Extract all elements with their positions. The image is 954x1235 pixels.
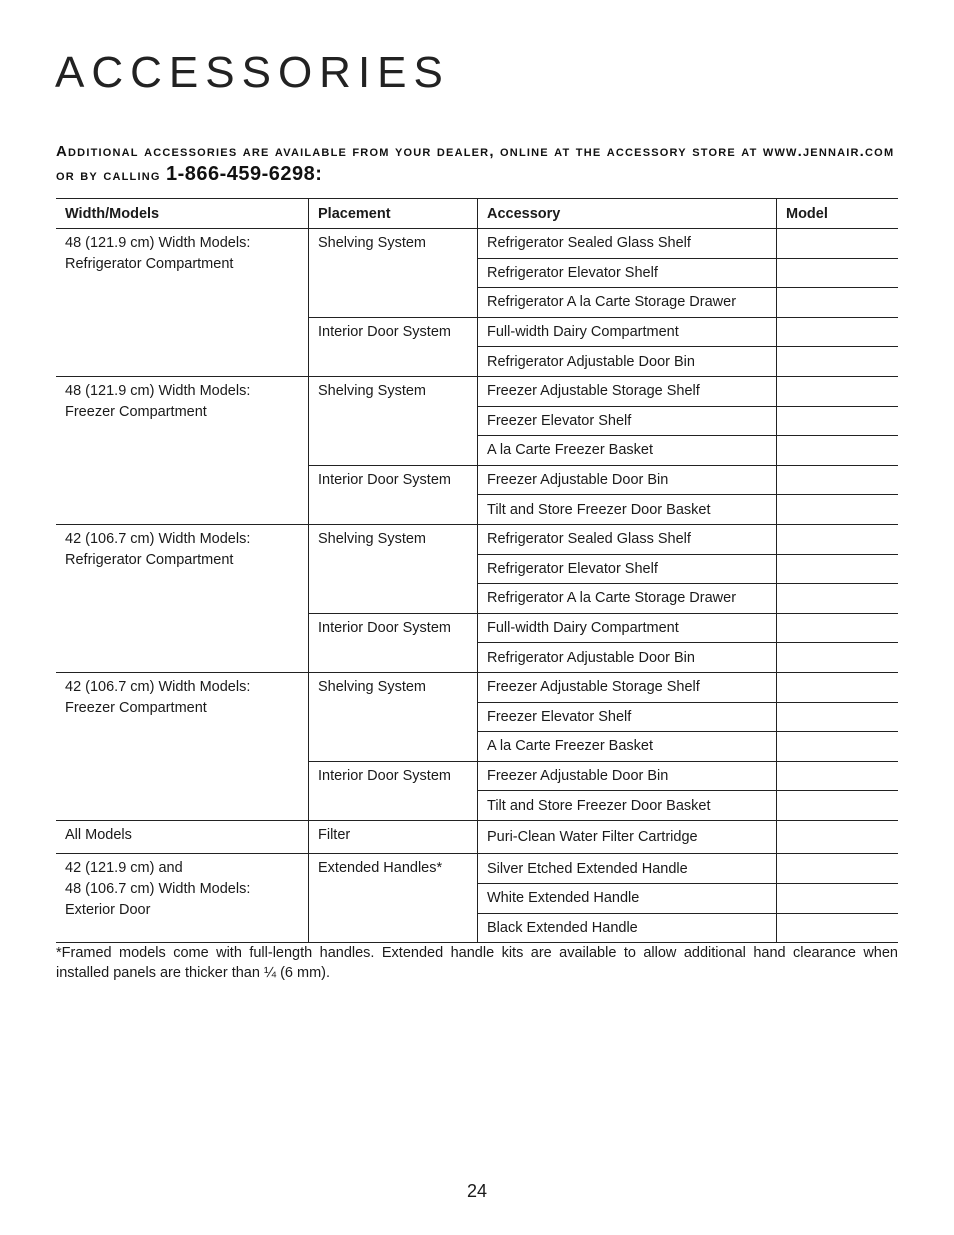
model-cell [777,854,899,884]
model-cell [777,643,899,673]
placement-cell: Shelving System [309,376,478,465]
accessory-cell: Tilt and Store Freezer Door Basket [478,791,777,821]
accessory-cell: Freezer Adjustable Storage Shelf [478,672,777,702]
accessory-cell: Refrigerator Elevator Shelf [478,554,777,584]
accessory-cell: Refrigerator Sealed Glass Shelf [478,524,777,554]
width-models-cell: 42 (106.7 cm) Width Models: Freezer Compartment [56,672,309,820]
placement-cell: Extended Handles* [309,854,478,943]
model-cell [777,376,899,406]
placement-cell: Filter [309,820,478,854]
width-models-cell: 48 (121.9 cm) Width Models: Refrigerator Compartment [56,229,309,377]
accessory-cell: Freezer Adjustable Storage Shelf [478,376,777,406]
model-cell [777,317,899,347]
model-cell [777,702,899,732]
accessory-cell: White Extended Handle [478,884,777,914]
model-cell [777,913,899,943]
model-cell [777,820,899,854]
accessory-cell: Refrigerator Adjustable Door Bin [478,643,777,673]
accessory-cell: Refrigerator Sealed Glass Shelf [478,229,777,259]
width-models-cell: 42 (121.9 cm) and 48 (106.7 cm) Width Models: Exterior Door [56,854,309,943]
accessory-cell: Freezer Adjustable Door Bin [478,761,777,791]
table-row [56,854,898,884]
model-cell [777,406,899,436]
width-models-cell: All Models [56,820,309,854]
accessory-cell: Full-width Dairy Compartment [478,613,777,643]
accessory-cell: A la Carte Freezer Basket [478,732,777,762]
table-row [56,229,898,259]
page-title: ACCESSORIES [55,48,450,97]
accessory-cell: Refrigerator A la Carte Storage Drawer [478,288,777,318]
model-cell [777,884,899,914]
model-cell [777,732,899,762]
table-row [56,524,898,554]
accessory-cell: Puri-Clean Water Filter Cartridge [478,820,777,854]
model-cell [777,791,899,821]
header-model: Model [777,199,899,229]
placement-cell: Interior Door System [309,465,478,524]
model-cell [777,554,899,584]
accessory-cell: Freezer Elevator Shelf [478,702,777,732]
accessory-cell: Refrigerator A la Carte Storage Drawer [478,584,777,614]
accessory-cell: Tilt and Store Freezer Door Basket [478,495,777,525]
placement-cell: Interior Door System [309,613,478,672]
accessories-table [56,198,898,943]
model-cell [777,761,899,791]
placement-cell: Interior Door System [309,761,478,820]
footnote: *Framed models come with full-length handles. Extended handle kits are available to allow additional hand clearance when installed panels are thicker than ¼ (6 mm). [56,945,898,981]
accessory-cell: Refrigerator Adjustable Door Bin [478,347,777,377]
table-header-row [56,199,898,229]
subheading-text: Additional accessories are available from your dealer, online at the accessory store at www.jennair.com or by calling [56,143,895,184]
model-cell [777,436,899,466]
accessory-cell: Refrigerator Elevator Shelf [478,258,777,288]
header-width-models: Width/Models [56,199,309,229]
section-subheading [56,141,896,187]
phone-number: 1-866-459-6298: [165,163,323,185]
model-cell [777,229,899,259]
model-cell [777,613,899,643]
accessory-cell: A la Carte Freezer Basket [478,436,777,466]
model-cell [777,584,899,614]
width-models-cell: 48 (121.9 cm) Width Models: Freezer Compartment [56,376,309,524]
accessory-cell: Freezer Adjustable Door Bin [478,465,777,495]
accessory-cell: Freezer Elevator Shelf [478,406,777,436]
accessory-cell: Black Extended Handle [478,913,777,943]
accessory-cell: Silver Etched Extended Handle [478,854,777,884]
page-number: 24 [466,1181,488,1201]
placement-cell: Shelving System [309,229,478,318]
model-cell [777,347,899,377]
header-accessory: Accessory [478,199,777,229]
model-cell [777,258,899,288]
model-cell [777,288,899,318]
table-row [56,376,898,406]
placement-cell: Interior Door System [309,317,478,376]
table-row [56,672,898,702]
accessory-cell: Full-width Dairy Compartment [478,317,777,347]
table-row [56,820,898,854]
placement-cell: Shelving System [309,672,478,761]
placement-cell: Shelving System [309,524,478,613]
model-cell [777,524,899,554]
model-cell [777,465,899,495]
model-cell [777,495,899,525]
table-body [56,229,898,943]
header-placement: Placement [309,199,478,229]
model-cell [777,672,899,702]
width-models-cell: 42 (106.7 cm) Width Models: Refrigerator Compartment [56,524,309,672]
